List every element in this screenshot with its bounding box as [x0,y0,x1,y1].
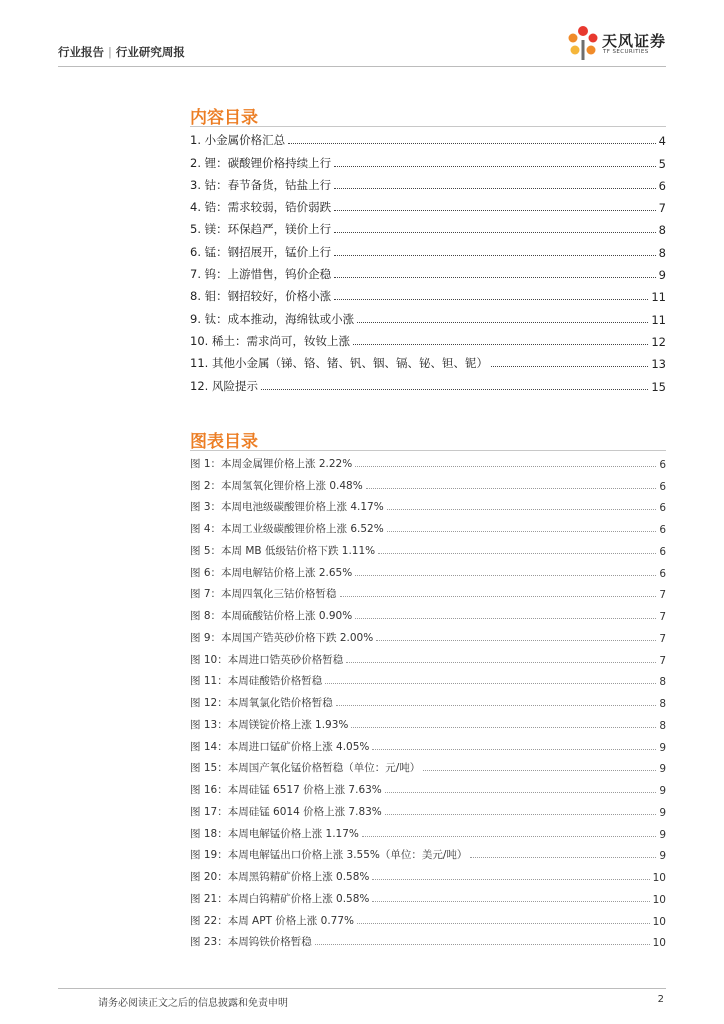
figure-entry-page: 9 [659,785,666,797]
dot-leader [353,344,648,345]
dot-leader [366,488,657,489]
dot-leader [355,618,656,619]
toc-entry[interactable] [190,260,666,282]
figure-entry[interactable] [190,514,666,536]
dot-leader [378,553,656,554]
dot-leader [334,232,656,233]
figure-entry[interactable] [190,797,666,819]
dot-leader [372,901,649,902]
figure-entry-label: 图 18：本周电解锰价格上涨 1.17% [190,827,359,840]
dot-leader [334,166,656,167]
header-subcategory: 行业研究周报 [115,45,185,59]
dot-leader [334,188,656,189]
logo-subtitle: TF SECURITIES [603,49,649,55]
figure-list [190,449,666,949]
figure-entry-label: 图 1：本周金属锂价格上涨 2.22% [190,457,353,470]
dot-leader [334,299,648,300]
figure-entry-page: 10 [652,893,666,906]
figure-entry-page: 6 [659,524,666,536]
toc-entry-label: 1. 小金属价格汇总 [190,133,286,148]
dot-leader [385,814,657,815]
figure-entry-label: 图 23：本周钨铁价格暂稳 [190,936,312,949]
toc-entry-page: 8 [658,245,666,260]
figure-entry[interactable] [190,471,666,493]
dot-leader [491,366,648,367]
dot-leader [355,466,656,467]
dot-leader [355,575,656,576]
figure-entry[interactable] [190,906,666,928]
header-category: 行业报告 [58,45,104,59]
figure-entry-label: 图 13：本周镁锭价格上涨 1.93% [190,718,349,731]
figure-entry-label: 图 11：本周硅酸锆价格暂稳 [190,675,323,688]
figure-entry-page: 7 [659,589,666,602]
figure-entry[interactable] [190,710,666,732]
toc-entry-label: 7. 钨：上游惜售，钨价企稳 [190,267,332,282]
page-number: 2 [657,994,664,1005]
figure-entry-page: 9 [659,806,666,819]
figure-entry-page: 6 [659,458,666,471]
figure-entry-label: 图 17：本周硅锰 6014 价格上涨 7.83% [190,805,382,818]
figure-entry-page: 10 [652,915,666,928]
figure-entry-label: 图 14：本周进口锰矿价格上涨 4.05% [190,740,370,753]
figure-entry[interactable] [190,688,666,710]
toc-entry-page: 7 [658,201,666,216]
figure-entry-label: 图 22：本周 APT 价格上涨 0.77% [190,914,354,927]
figure-entry-page: 9 [659,850,666,863]
toc-entry-page: 15 [651,379,666,394]
toc-list [190,126,666,394]
figure-entry-page: 7 [659,632,666,645]
dot-leader [334,255,656,256]
figure-entry[interactable] [190,841,666,863]
toc-entry-label: 6. 锰：钢招展开，锰价上行 [190,244,332,259]
figure-entry-label: 图 4：本周工业级碳酸锂价格上涨 6.52% [190,523,384,535]
figure-entry[interactable] [190,819,666,841]
figure-entry-label: 图 2：本周氢氧化锂价格上涨 0.48% [190,479,363,492]
report-header [58,44,185,60]
toc-entry-page: 13 [651,357,666,372]
figure-entry-label: 图 6：本周电解钴价格上涨 2.65% [190,566,353,579]
figure-entry-page: 9 [659,828,666,841]
figure-entry[interactable] [190,558,666,580]
dot-leader [357,322,648,323]
figure-entry-label: 图 12：本周氧氯化锆价格暂稳 [190,697,333,709]
toc-entry[interactable] [190,126,666,148]
footer-disclaimer: 请务必阅读正文之后的信息披露和免责申明 [98,998,288,1009]
dot-leader [362,836,656,837]
dot-leader [423,770,656,771]
figure-entry[interactable] [190,754,666,776]
figure-entry-page: 8 [659,719,666,732]
header-separator: | [108,45,112,59]
toc-entry-label: 9. 钛：成本推动，海绵钛或小涨 [190,311,355,326]
dot-leader [372,879,649,880]
toc-entry[interactable] [190,148,666,170]
figure-entry-page: 9 [659,763,666,776]
figure-entry-page: 6 [659,545,666,558]
figure-entry[interactable] [190,645,666,667]
toc-entry-label: 2. 锂：碳酸锂价格持续上行 [190,155,332,170]
dot-leader [334,210,656,211]
dot-leader [387,531,657,532]
toc-entry-page: 11 [651,312,666,327]
figure-entry[interactable] [190,601,666,623]
dot-leader [387,509,657,510]
figure-entry-label: 图 10：本周进口锆英砂价格暂稳 [190,653,344,666]
toc-entry[interactable] [190,282,666,304]
toc-entry[interactable] [190,193,666,215]
dot-leader [261,389,648,390]
toc-entry[interactable] [190,171,666,193]
figure-entry[interactable] [190,884,666,906]
dot-leader [315,944,650,945]
toc-entry[interactable] [190,371,666,393]
flower-logo-icon [566,24,600,64]
logo-name: 天风证券 [602,32,667,50]
header-divider [58,66,666,67]
figure-entry-label: 图 19：本周电解锰出口价格上涨 3.55%（单位：美元/吨） [190,849,468,862]
toc-entry[interactable] [190,237,666,259]
toc-entry-page: 6 [658,178,666,193]
toc-title: 内容目录 [190,108,258,128]
dot-leader [325,683,656,684]
toc-entry-page: 4 [658,134,666,149]
figure-entry[interactable] [190,623,666,645]
dot-leader [376,640,656,641]
figure-entry-page: 10 [652,937,666,950]
figure-entry-label: 图 9：本周国产锆英砂价格下跌 2.00% [190,631,374,644]
figure-entry-label: 图 20：本周黑钨精矿价格上涨 0.58% [190,871,370,883]
toc-entry-label: 4. 锆：需求较弱，锆价弱跌 [190,200,332,215]
figure-entry-page: 8 [659,676,666,689]
toc-entry-page: 5 [658,156,666,171]
figure-entry-label: 图 8：本周硫酸钴价格上涨 0.90% [190,610,353,622]
figure-entry-page: 8 [659,698,666,710]
figure-entry[interactable] [190,449,666,471]
toc-entry-label: 3. 钴：春节备货，钴盐上行 [190,177,332,192]
figure-entry-label: 图 5：本周 MB 低级钴价格下跌 1.11% [190,544,376,557]
toc-entry[interactable] [190,215,666,237]
figure-entry-page: 7 [659,654,666,667]
tf-securities-logo [566,22,676,66]
toc-entry-page: 8 [658,223,666,238]
figure-entry-page: 6 [659,480,666,493]
figure-entry[interactable] [190,536,666,558]
dot-leader [336,705,657,706]
figure-entry-label: 图 16：本周硅锰 6517 价格上涨 7.63% [190,784,382,796]
figure-entry-page: 9 [659,741,666,754]
toc-entry-label: 10. 稀土：需求尚可，钕钕上涨 [190,333,350,348]
dot-leader [357,923,650,924]
figure-entry-page: 10 [652,872,666,884]
toc-entry-page: 12 [651,334,666,349]
figure-entry[interactable] [190,862,666,884]
dot-leader [351,727,656,728]
footer-divider [58,988,666,989]
figure-entry[interactable] [190,732,666,754]
dot-leader [372,749,656,750]
figure-entry[interactable] [190,580,666,602]
dot-leader [340,596,657,597]
dot-leader [470,857,656,858]
figure-entry-label: 图 21：本周白钨精矿价格上涨 0.58% [190,892,370,905]
toc-entry-label: 11. 其他小金属（锑、铬、锗、钒、铟、镉、铋、钽、铌） [190,356,488,371]
toc-entry-label: 5. 镁：环保趋严，镁价上行 [190,222,332,237]
figure-entry-page: 7 [659,611,666,623]
toc-entry-page: 11 [651,290,666,305]
toc-entry-label: 12. 风险提示 [190,378,258,393]
figure-entry[interactable] [190,775,666,797]
figure-entry-label: 图 7：本周四氧化三钴价格暂稳 [190,588,337,601]
dot-leader [334,277,656,278]
toc-entry[interactable] [190,327,666,349]
dot-leader [385,792,657,793]
figure-entry[interactable] [190,928,666,950]
toc-entry[interactable] [190,304,666,326]
figure-entry-page: 6 [659,567,666,580]
figure-entry-label: 图 3：本周电池级碳酸锂价格上涨 4.17% [190,501,384,514]
figure-entry-label: 图 15：本周国产氧化锰价格暂稳（单位：元/吨） [190,762,421,775]
toc-entry[interactable] [190,349,666,371]
figure-list-title: 图表目录 [190,432,258,452]
figure-entry[interactable] [190,667,666,689]
figure-entry[interactable] [190,493,666,515]
dot-leader [288,143,656,144]
dot-leader [346,662,656,663]
figure-entry-page: 6 [659,502,666,515]
toc-entry-label: 8. 钼：钢招较好，价格小涨 [190,289,332,304]
toc-entry-page: 9 [658,268,666,283]
